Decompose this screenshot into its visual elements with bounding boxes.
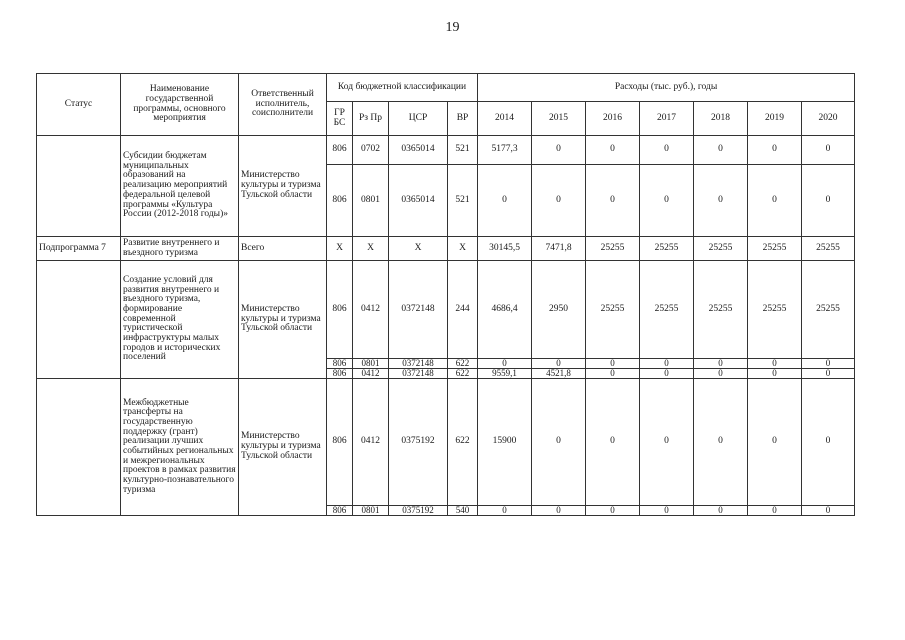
- csr-cell: 0365014: [389, 165, 448, 237]
- status-cell: [37, 379, 121, 516]
- value-cell: 0: [802, 165, 855, 237]
- vr-cell: 622: [448, 379, 478, 506]
- value-cell: 0: [640, 379, 694, 506]
- grbs-cell: 806: [327, 379, 353, 506]
- value-cell: 0: [478, 359, 532, 369]
- value-cell: 0: [748, 506, 802, 516]
- rzpr-cell: 0801: [353, 359, 389, 369]
- value-cell: 25255: [694, 237, 748, 261]
- value-cell: 25255: [802, 261, 855, 359]
- value-cell: 0: [802, 369, 855, 379]
- status-cell: Подпрограмма 7: [37, 237, 121, 261]
- header-executor: Ответственный исполнитель, соисполнители: [239, 74, 327, 136]
- grbs-cell: 806: [327, 359, 353, 369]
- value-cell: 0: [694, 506, 748, 516]
- table-row: [37, 261, 855, 359]
- vr-cell: 521: [448, 165, 478, 237]
- value-cell: 0: [586, 165, 640, 237]
- value-cell: 0: [640, 165, 694, 237]
- value-cell: 0: [694, 369, 748, 379]
- header-year: 2020: [802, 102, 855, 136]
- value-cell: 0: [532, 165, 586, 237]
- value-cell: 0: [532, 379, 586, 506]
- value-cell: 0: [748, 369, 802, 379]
- value-cell: 0: [586, 369, 640, 379]
- value-cell: 0: [694, 379, 748, 506]
- header-name: Наименование государственной программы, основного мероприятия: [121, 74, 239, 136]
- value-cell: 0: [532, 136, 586, 165]
- value-cell: 0: [640, 369, 694, 379]
- header-year: 2014: [478, 102, 532, 136]
- header-csr: ЦСР: [389, 102, 448, 136]
- value-cell: 25255: [694, 261, 748, 359]
- value-cell: 7471,8: [532, 237, 586, 261]
- rzpr-cell: X: [353, 237, 389, 261]
- grbs-cell: 806: [327, 369, 353, 379]
- value-cell: 25255: [640, 261, 694, 359]
- csr-cell: 0372148: [389, 359, 448, 369]
- table-row: [37, 237, 855, 261]
- value-cell: 0: [586, 379, 640, 506]
- value-cell: 0: [748, 359, 802, 369]
- table-row: [37, 136, 855, 165]
- header-grbs: ГР БС: [327, 102, 353, 136]
- value-cell: 0: [802, 136, 855, 165]
- value-cell: 0: [748, 136, 802, 165]
- value-cell: 0: [640, 506, 694, 516]
- value-cell: 0: [640, 359, 694, 369]
- vr-cell: X: [448, 237, 478, 261]
- value-cell: 5177,3: [478, 136, 532, 165]
- grbs-cell: 806: [327, 261, 353, 359]
- csr-cell: 0375192: [389, 379, 448, 506]
- csr-cell: 0365014: [389, 136, 448, 165]
- value-cell: 0: [694, 165, 748, 237]
- header-year: 2016: [586, 102, 640, 136]
- rzpr-cell: 0801: [353, 165, 389, 237]
- csr-cell: X: [389, 237, 448, 261]
- status-cell: [37, 136, 121, 237]
- value-cell: 4521,8: [532, 369, 586, 379]
- header-year: 2019: [748, 102, 802, 136]
- status-cell: [37, 261, 121, 379]
- value-cell: 0: [748, 379, 802, 506]
- grbs-cell: 806: [327, 136, 353, 165]
- rzpr-cell: 0702: [353, 136, 389, 165]
- value-cell: 0: [802, 359, 855, 369]
- value-cell: 0: [694, 136, 748, 165]
- program-name: Развитие внутреннего и въездного туризма: [121, 237, 239, 261]
- value-cell: 25255: [802, 237, 855, 261]
- vr-cell: 540: [448, 506, 478, 516]
- rzpr-cell: 0412: [353, 379, 389, 506]
- header-expenses: Расходы (тыс. руб.), годы: [478, 74, 855, 102]
- value-cell: 0: [532, 359, 586, 369]
- header-rzpr: Рз Пр: [353, 102, 389, 136]
- budget-table: [36, 73, 855, 516]
- csr-cell: 0372148: [389, 369, 448, 379]
- value-cell: 25255: [586, 261, 640, 359]
- value-cell: 0: [802, 379, 855, 506]
- value-cell: 15900: [478, 379, 532, 506]
- value-cell: 2950: [532, 261, 586, 359]
- value-cell: 0: [640, 136, 694, 165]
- value-cell: 30145,5: [478, 237, 532, 261]
- value-cell: 0: [586, 136, 640, 165]
- table-row: [37, 379, 855, 506]
- header-budget-code: Код бюджетной классификации: [327, 74, 478, 102]
- header-year: 2017: [640, 102, 694, 136]
- program-name: Субсидии бюджетам муниципальных образований на реализацию мероприятий федеральной целевой программы «Культура России (2012-2018 годы)»: [121, 136, 239, 237]
- value-cell: 4686,4: [478, 261, 532, 359]
- value-cell: 0: [802, 506, 855, 516]
- value-cell: 25255: [586, 237, 640, 261]
- value-cell: 9559,1: [478, 369, 532, 379]
- value-cell: 0: [532, 506, 586, 516]
- page-number: 19: [445, 20, 460, 35]
- header-status: Статус: [37, 74, 121, 136]
- program-name: Межбюджетные трансферты на государственную поддержку (грант) реализации лучших событийных региональных и межрегиональных проектов в рамках развития культурно-познавательного туризма: [121, 379, 239, 516]
- rzpr-cell: 0801: [353, 506, 389, 516]
- value-cell: 0: [586, 506, 640, 516]
- vr-cell: 622: [448, 359, 478, 369]
- vr-cell: 244: [448, 261, 478, 359]
- value-cell: 0: [586, 359, 640, 369]
- vr-cell: 622: [448, 369, 478, 379]
- value-cell: 0: [694, 359, 748, 369]
- value-cell: 0: [478, 165, 532, 237]
- header-year: 2015: [532, 102, 586, 136]
- vr-cell: 521: [448, 136, 478, 165]
- header-year: 2018: [694, 102, 748, 136]
- rzpr-cell: 0412: [353, 261, 389, 359]
- rzpr-cell: 0412: [353, 369, 389, 379]
- csr-cell: 0372148: [389, 261, 448, 359]
- header-vr: ВР: [448, 102, 478, 136]
- value-cell: 25255: [748, 237, 802, 261]
- value-cell: 0: [748, 165, 802, 237]
- grbs-cell: X: [327, 237, 353, 261]
- program-name: Создание условий для развития внутреннего и въездного туризма, формирование современной туристической инфраструктуры малых городов и исторических поселений: [121, 261, 239, 379]
- csr-cell: 0375192: [389, 506, 448, 516]
- executor-cell: Министерство культуры и туризма Тульской области: [239, 379, 327, 516]
- value-cell: 25255: [640, 237, 694, 261]
- executor-cell: Министерство культуры и туризма Тульской области: [239, 261, 327, 379]
- grbs-cell: 806: [327, 165, 353, 237]
- executor-cell: Всего: [239, 237, 327, 261]
- value-cell: 25255: [748, 261, 802, 359]
- grbs-cell: 806: [327, 506, 353, 516]
- value-cell: 0: [478, 506, 532, 516]
- executor-cell: Министерство культуры и туризма Тульской области: [239, 136, 327, 237]
